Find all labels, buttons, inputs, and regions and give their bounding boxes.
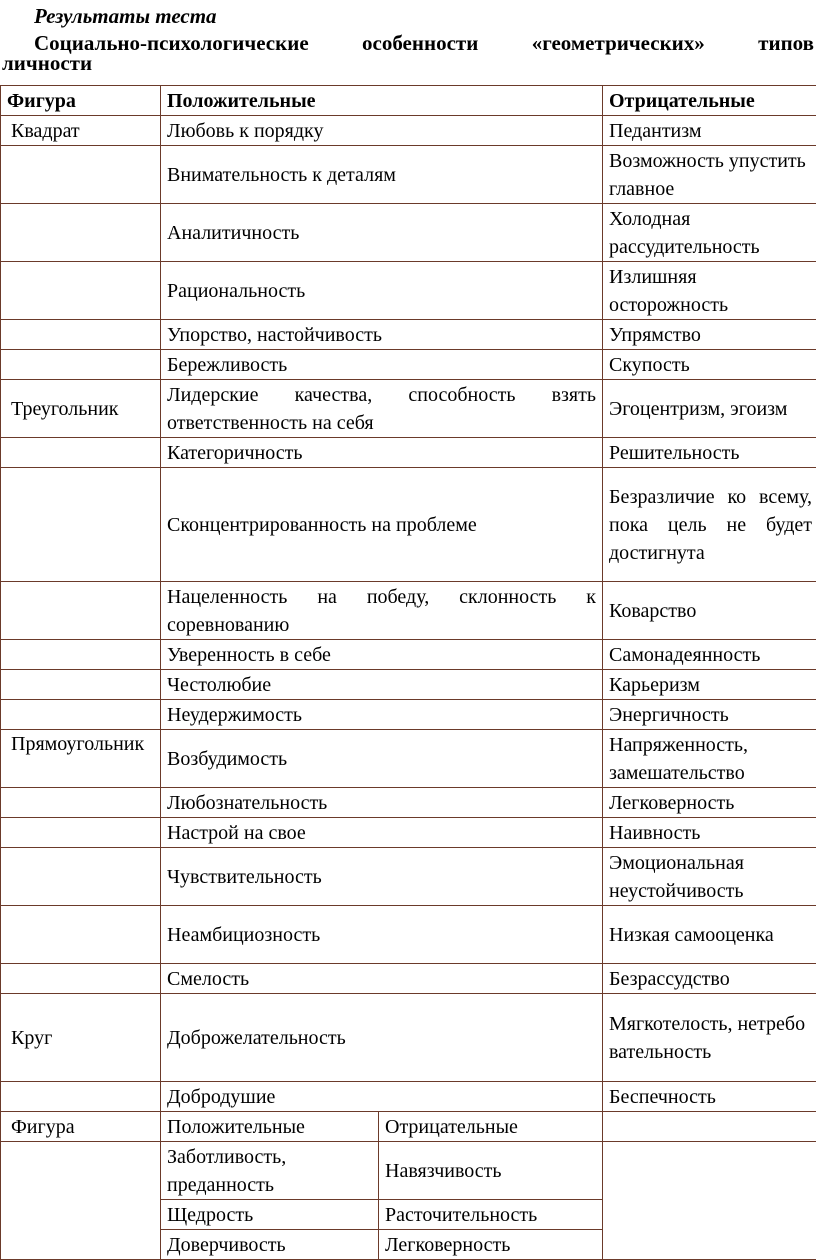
positive-cell: Категоричность — [161, 438, 603, 468]
positive-cell: Настрой на свое — [161, 818, 603, 848]
second-header-negative: Отрицательные — [379, 1112, 603, 1142]
negative-cell: Безрассудство — [603, 964, 816, 994]
table-row — [1, 582, 816, 640]
figure-cell — [1, 582, 161, 640]
header-figure: Фигура — [1, 86, 161, 116]
header-negative: Отрицательные — [603, 86, 816, 116]
negative-cell: Энергичность — [603, 700, 816, 730]
negative-cell: Излишняя осторожность — [603, 262, 816, 320]
figure-cell — [1, 906, 161, 964]
table-row — [1, 640, 816, 670]
table-row — [1, 994, 816, 1082]
table-row — [1, 350, 816, 380]
positive-cell: Лидерские качества, способность взять ответственность на себя — [161, 380, 603, 438]
negative-cell: Карьеризм — [603, 670, 816, 700]
subtitle-word: особенности — [362, 30, 478, 56]
negative-cell: Наивность — [603, 818, 816, 848]
figure-cell — [1, 262, 161, 320]
second-negative-cell: Навязчивость — [379, 1142, 603, 1200]
subtitle-line-2: личности — [0, 50, 816, 76]
header-positive: Положительные — [161, 86, 603, 116]
table-row — [1, 788, 816, 818]
positive-cell: Любовь к порядку — [161, 116, 603, 146]
second-header-row — [1, 1112, 816, 1142]
second-header-figure: Фигура — [1, 1112, 161, 1142]
table-row — [1, 146, 816, 204]
positive-cell: Честолюбие — [161, 670, 603, 700]
negative-cell: Низкая самооценка — [603, 906, 816, 964]
negative-cell: Возможность упустить главное — [603, 146, 816, 204]
positive-cell: Возбудимость — [161, 730, 603, 788]
positive-cell: Рациональность — [161, 262, 603, 320]
figure-cell — [1, 350, 161, 380]
document-subtitle — [0, 30, 816, 76]
figure-cell: Круг — [1, 994, 161, 1082]
figure-cell — [1, 320, 161, 350]
table-row — [1, 700, 816, 730]
table-row — [1, 818, 816, 848]
positive-cell: Добродушие — [161, 1082, 603, 1112]
document-title: Результаты теста — [34, 3, 217, 29]
figure-cell — [1, 640, 161, 670]
table-row — [1, 848, 816, 906]
negative-cell: Педантизм — [603, 116, 816, 146]
table-row — [1, 468, 816, 582]
negative-cell: Мягкотелость, нетребовательность — [603, 994, 816, 1082]
positive-cell: Упорство, настойчивость — [161, 320, 603, 350]
table-row — [1, 116, 816, 146]
subtitle-word: «геометрических» — [532, 30, 705, 56]
negative-cell: Решительность — [603, 438, 816, 468]
negative-cell: Эгоцентризм, эгоизм — [603, 380, 816, 438]
positive-cell: Любознательность — [161, 788, 603, 818]
negative-cell: Напряженность, замешательство — [603, 730, 816, 788]
table-row — [1, 262, 816, 320]
table-row — [1, 204, 816, 262]
subtitle-line-1 — [0, 30, 816, 56]
second-extra-cell — [603, 1142, 816, 1260]
positive-cell: Сконцентрированность на проблеме — [161, 468, 603, 582]
negative-cell: Коварство — [603, 582, 816, 640]
figure-cell — [1, 438, 161, 468]
figure-cell — [1, 204, 161, 262]
results-table — [0, 85, 816, 1260]
positive-cell: Неудержимость — [161, 700, 603, 730]
figure-cell — [1, 700, 161, 730]
figure-cell: Треугольник — [1, 380, 161, 438]
figure-cell — [1, 964, 161, 994]
figure-cell: Прямоугольник — [1, 730, 161, 788]
positive-cell: Чувствительность — [161, 848, 603, 906]
positive-cell: Неамбициозность — [161, 906, 603, 964]
second-negative-cell: Легковерность — [379, 1230, 603, 1260]
negative-cell: Скупость — [603, 350, 816, 380]
second-positive-cell: Доверчивость — [161, 1230, 379, 1260]
second-positive-cell: Щедрость — [161, 1200, 379, 1230]
figure-cell — [1, 146, 161, 204]
figure-cell — [1, 1082, 161, 1112]
positive-cell: Бережливость — [161, 350, 603, 380]
positive-cell: Внимательность к деталям — [161, 146, 603, 204]
figure-cell — [1, 670, 161, 700]
second-negative-cell: Расточительность — [379, 1200, 603, 1230]
table-row — [1, 906, 816, 964]
figure-cell — [1, 468, 161, 582]
negative-cell: Холодная рассудительность — [603, 204, 816, 262]
table-row — [1, 964, 816, 994]
positive-cell: Доброжелательность — [161, 994, 603, 1082]
second-header-extra — [603, 1112, 816, 1142]
table-row — [1, 1082, 816, 1112]
second-positive-cell: Заботливость, преданность — [161, 1142, 379, 1200]
negative-cell: Безразличие ко всему, пока цель не будет достигнута — [603, 468, 816, 582]
negative-cell: Самонадеянность — [603, 640, 816, 670]
negative-cell: Упрямство — [603, 320, 816, 350]
table-row — [1, 438, 816, 468]
negative-cell: Эмоциональная неустойчивость — [603, 848, 816, 906]
figure-cell — [1, 818, 161, 848]
positive-cell: Аналитичность — [161, 204, 603, 262]
figure-cell — [1, 848, 161, 906]
subtitle-word: типов — [758, 30, 814, 56]
table-row — [1, 730, 816, 788]
figure-cell: Квадрат — [1, 116, 161, 146]
second-header-positive: Положительные — [161, 1112, 379, 1142]
positive-cell: Смелость — [161, 964, 603, 994]
positive-cell: Нацеленность на победу, склонность к соревнованию — [161, 582, 603, 640]
table-row — [1, 380, 816, 438]
negative-cell: Легковерность — [603, 788, 816, 818]
subtitle-word: Социально-психологические — [34, 30, 309, 56]
table-header-row — [1, 86, 816, 116]
negative-cell: Беспечность — [603, 1082, 816, 1112]
table-row — [1, 670, 816, 700]
second-table-row — [1, 1142, 816, 1200]
table-row — [1, 320, 816, 350]
second-figure-cell — [1, 1142, 161, 1260]
figure-cell — [1, 788, 161, 818]
positive-cell: Уверенность в себе — [161, 640, 603, 670]
